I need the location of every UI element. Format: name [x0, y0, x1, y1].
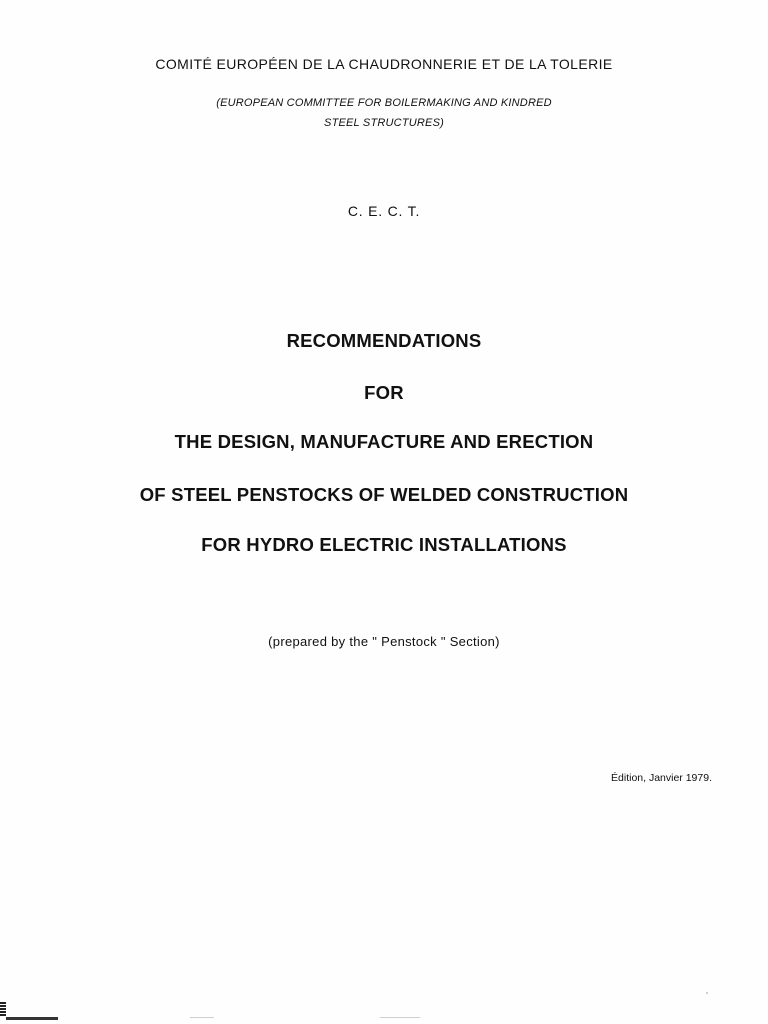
scan-speck	[190, 1017, 214, 1018]
organization-english-line-1: (EUROPEAN COMMITTEE FOR BOILERMAKING AND KINDRED	[216, 97, 552, 109]
title-line-3: THE DESIGN, MANUFACTURE AND ERECTION	[174, 431, 594, 452]
title-line-5: FOR HYDRO ELECTRIC INSTALLATIONS	[201, 534, 567, 555]
scan-speck	[380, 1017, 420, 1018]
title-line-1: RECOMMENDATIONS	[286, 330, 482, 351]
scan-edge-line	[6, 1017, 58, 1020]
title-line-2: FOR	[364, 382, 404, 403]
title-line-4: OF STEEL PENSTOCKS OF WELDED CONSTRUCTION	[139, 484, 629, 505]
organization-english-line-2: STEEL STRUCTURES)	[324, 117, 444, 129]
organization-abbreviation: C. E. C. T.	[347, 203, 421, 219]
prepared-by-note: (prepared by the " Penstock " Section)	[268, 634, 500, 649]
organization-name: COMITÉ EUROPÉEN DE LA CHAUDRONNERIE ET DE LA TOLERIE	[155, 56, 613, 72]
scan-edge-mark	[0, 1002, 6, 1016]
edition-date: Édition, Janvier 1979.	[611, 772, 712, 784]
scan-speck	[706, 992, 708, 994]
